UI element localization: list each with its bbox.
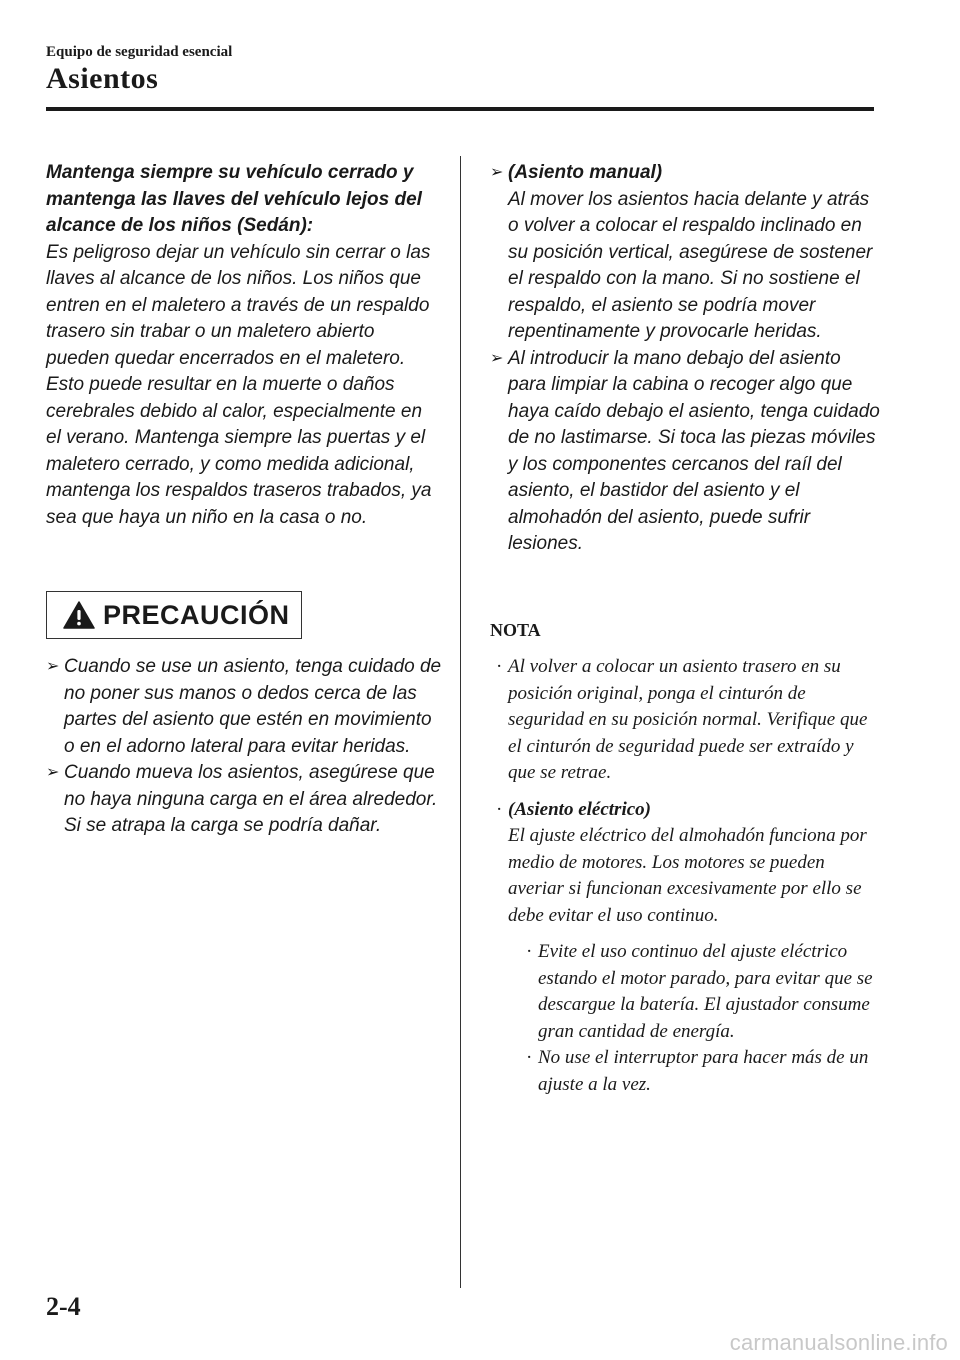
nota-item-text: Al volver a colocar un asiento trasero en su posición original, ponga el cinturón de seguridad en su posición normal. Verifique que el cinturón de seguridad puede ser extraído y que se retrae. xyxy=(508,656,868,783)
cleaning-item-text: Al introducir la mano debajo del asiento para limpiar la cabina o recoger algo que haya caído debajo el asiento, tenga cuidado de no lastimarse. Si toca las piezas móviles y los componentes cercanos del raíl del asiento, el bastidor del asiento y el almohadón del asiento, puede sufrir lesiones. xyxy=(508,347,880,554)
arrow-bullet-icon: ➢ xyxy=(46,658,60,675)
arrow-bullet-icon: ➢ xyxy=(490,164,504,181)
watermark: carmanualsonline.info xyxy=(729,1330,948,1355)
caution-item xyxy=(46,760,446,840)
caution-label: PRECAUCIÓN xyxy=(103,599,290,630)
manual-seat-item xyxy=(490,160,880,346)
warning-heading: Mantenga siempre su vehículo cerrado y mantenga las llaves del vehículo lejos del alcance de los niños (Sedán): xyxy=(46,162,422,236)
manual-seat-title: (Asiento manual) xyxy=(508,162,663,183)
caution-item-text: Cuando se use un asiento, tenga cuidado de no poner sus manos o dedos cerca de las partes del asiento que estén en movimiento o en el adorno lateral para evitar heridas. xyxy=(64,656,442,757)
arrow-bullet-icon: ➢ xyxy=(490,349,504,367)
header-rule xyxy=(46,107,874,111)
nota-subitem-text: No use el interruptor para hacer más de un ajuste a la vez. xyxy=(538,1047,869,1095)
nota-item xyxy=(498,797,878,1099)
nota-title: NOTA xyxy=(490,620,541,640)
manual-seat-body: Al mover los asientos hacia delante y atrás o volver a colocar el respaldo inclinado en su posición vertical, asegúrese de sostener el respaldo con la mano. Si no sostiene el respaldo, el asiento se podría mover repentinamente y provocarle heridas. xyxy=(508,188,873,342)
dot-bullet-icon: · xyxy=(496,656,503,677)
column-divider xyxy=(460,156,461,1288)
chapter-title: Asientos xyxy=(46,62,159,95)
nota-item xyxy=(498,654,878,787)
left-column xyxy=(46,160,436,531)
dot-bullet-icon: · xyxy=(526,941,533,962)
dot-bullet-icon: · xyxy=(526,1047,533,1068)
power-seat-sublist xyxy=(508,939,878,1098)
power-seat-title: (Asiento eléctrico) xyxy=(508,798,651,820)
page-number: 2-4 xyxy=(46,1292,81,1321)
dot-bullet-icon: · xyxy=(496,798,503,820)
arrow-bullet-icon: ➢ xyxy=(46,764,60,781)
caution-banner xyxy=(46,591,302,639)
nota-subitem xyxy=(528,939,878,1045)
warning-body: Es peligroso dejar un vehículo sin cerrar o las llaves al alcance de los niños. Los niños que entren en el maletero a través de un respaldo trasero sin trabar o un maletero abierto pueden quedar encerrados en el maletero. Esto puede resultar en la muerte o daños cerebrales debido al calor, especialmente en el verano. Mantenga siempre las puertas y el maletero cerrado, y como medida adicional, mantenga los respaldos traseros trabados, ya sea que haya un niño en la casa o no. xyxy=(46,241,432,528)
caution-item xyxy=(46,654,446,760)
warning-triangle-icon xyxy=(63,601,95,629)
right-column xyxy=(490,160,880,558)
section-label: Equipo de seguridad esencial xyxy=(46,44,233,60)
caution-list xyxy=(46,654,446,840)
nota-subitem xyxy=(528,1045,878,1098)
caution-item-text: Cuando mueva los asientos, asegúrese que no haya ninguna carga en el área alrededor. Si se atrapa la carga se podría dañar. xyxy=(64,762,438,836)
nota-list xyxy=(498,654,878,1108)
nota-subitem-text: Evite el uso continuo del ajuste eléctrico estando el motor parado, para evitar que se descargue la batería. El ajustador consume gran cantidad de energía. xyxy=(538,941,873,1042)
power-seat-body: El ajuste eléctrico del almohadón funciona por medio de motores. Los motores se pueden averiar si funcionan excesivamente por ello se debe evitar el uso continuo. xyxy=(508,825,867,926)
cleaning-item xyxy=(490,346,880,558)
